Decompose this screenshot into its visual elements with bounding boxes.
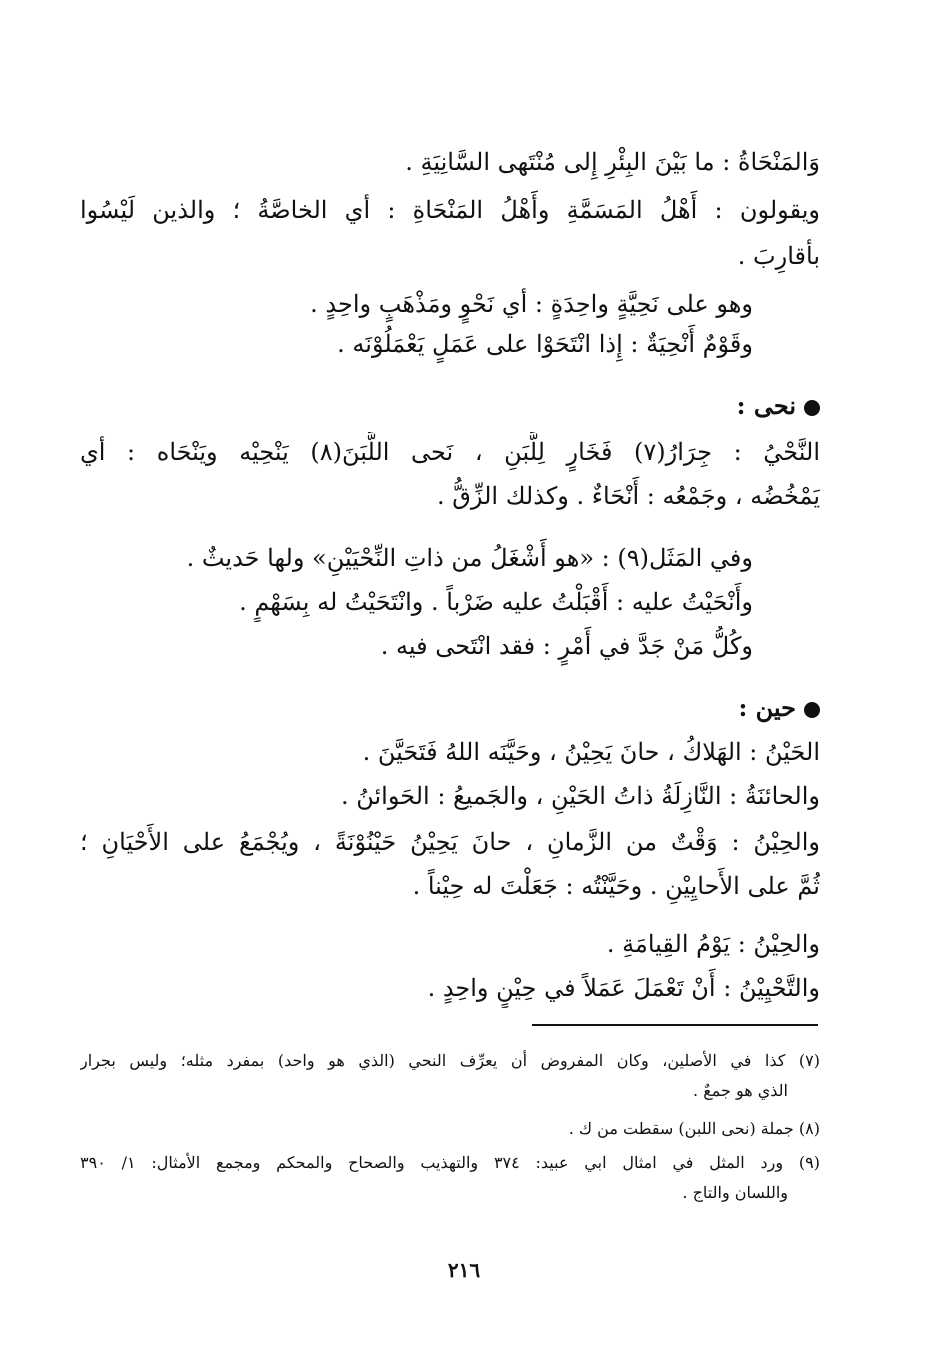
text-line: ثُمَّ على الأَحايِيْنِ . وحَيَّنْتُه : جَعَلْتَ له حِيْناً .: [412, 872, 820, 900]
text-line: وقَوْمٌ أَنْحِيَةٌ : إِذا انْتَحَوْا على عَمَلٍ يَعْمَلُوْنَه .: [337, 330, 753, 358]
entry-heading: [80, 688, 820, 728]
text-line: وَالمَنْحَاةُ : ما بَيْنَ البِئْرِ إِلى مُنْتَهى السَّانِيَةِ .: [405, 148, 820, 176]
footnote-line: الذي هو جمعٌ .: [693, 1081, 788, 1100]
entry-heading-label: نحى :: [736, 391, 796, 420]
text-line: والحِيْنُ : يَوْمُ القِيامَةِ .: [606, 930, 820, 958]
footnote-line: (٩) ورد المثل في امثال ابي عبيد: ٣٧٤ والتهذيب والصحاح والمحكم ومجمع الأمثال: ١/ ٣٩٠: [80, 1153, 820, 1172]
text-line: النَّحْيُ : جِرَارُ(٧) فَخَارٍ لِلَّبَنِ ، نَحى اللَّبَنَ(٨) يَنْحِيْه ويَنْحَاه : أي: [80, 438, 820, 466]
entry-heading: [80, 386, 820, 426]
text-line: والحائنَةُ : النَّازِلَةُ ذاتُ الحَيْنِ ، والجَميعُ : الحَوائنُ .: [340, 782, 820, 810]
footnote-line: (٧) كذا في الأصلين، وكان المفروض أن يعرِّف النحي (الذي هو واحد) بمفرد مثله؛ وليس بجرار: [80, 1051, 820, 1070]
text-line: وهو على نَحِيَّةٍ واحِدَةٍ : أي نَحْوٍ ومَذْهَبٍ واحِدٍ .: [310, 290, 753, 318]
bullet-icon: [804, 400, 820, 416]
bullet-icon: [804, 702, 820, 718]
footnote-line: (٨) جملة (نحى اللبن) سقطت من ك .: [568, 1119, 820, 1138]
text-line: وأَنْحَيْتُ عليه : أَقْبَلْتُ عليه ضَرْباً . وانْتَحَيْتُ له بِسَهْمٍ .: [239, 588, 753, 616]
page-number: ٢١٦: [447, 1258, 481, 1282]
text-line: وفي المَثَل(٩) : «هو أَشْغَلُ من ذاتِ النِّحْيَيْنِ» ولها حَديثٌ .: [186, 544, 753, 572]
footnote-line: واللسان والتاج .: [682, 1183, 788, 1202]
text-line: والحِيْنُ : وَقْتٌ من الزَّمانِ ، حانَ يَحِيْنُ حَيْنُوْنَةً ، ويُجْمَعُ على الأَحْيَانِ ؛: [80, 828, 820, 856]
text-line: والتَّحْيِيْنُ : أَنْ تَعْمَلَ عَمَلاً في حِيْنٍ واحِدٍ .: [427, 974, 820, 1002]
text-line: وكُلُّ مَنْ جَدَّ في أَمْرٍ : فقد انْتَحى فيه .: [380, 632, 753, 660]
text-line: يَمْخُضُه ، وجَمْعُه : أَنْحَاءٌ . وكذلك الزِّقُّ .: [436, 482, 820, 510]
text-line: الحَيْنُ : الهَلاكُ ، حانَ يَحِيْنُ ، وحَيَّنَه اللهُ فَتَحَيَّنَ .: [362, 738, 820, 766]
text-line: ويقولون : أَهْلُ المَسَمَّةِ وأَهْلُ المَنْحَاةِ : أي الخاصَّةُ ؛ والذين لَيْسُوا: [80, 196, 820, 224]
footnote-divider: [532, 1024, 818, 1026]
text-line: بأقارِبَ .: [737, 242, 820, 270]
entry-heading-label: حين :: [738, 693, 796, 722]
